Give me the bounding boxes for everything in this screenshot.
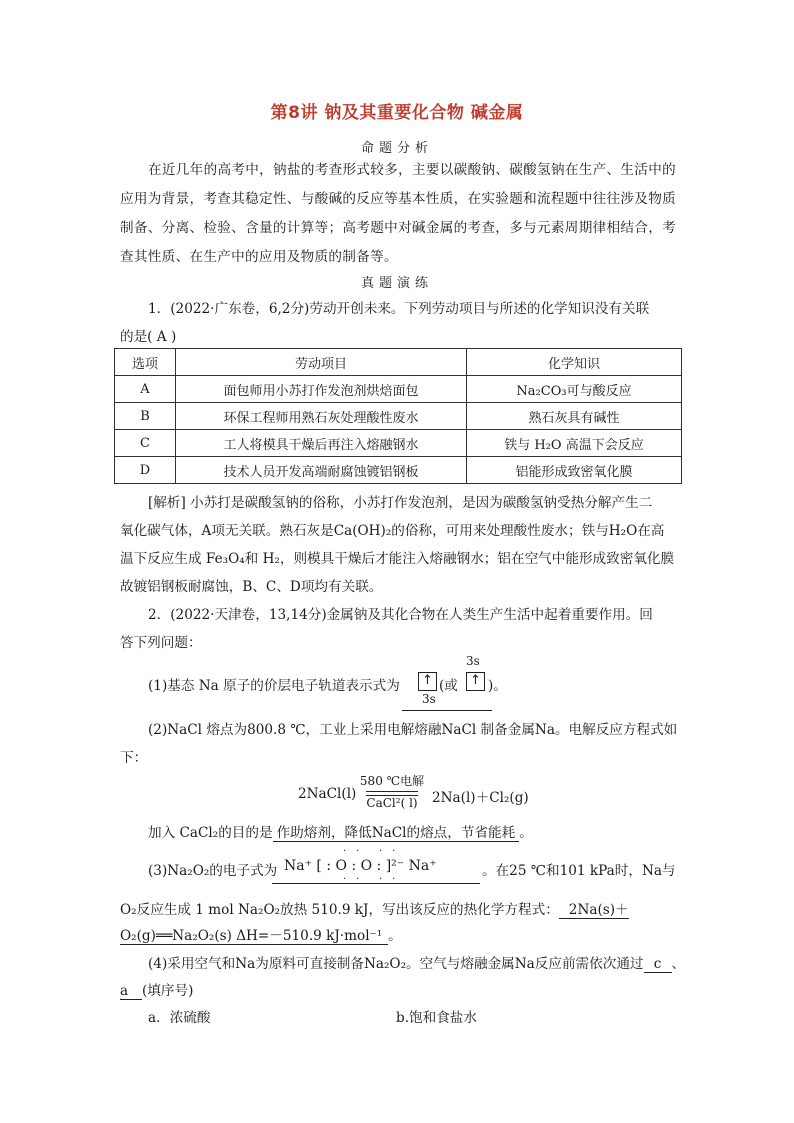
q1-line2: 的是( A )	[120, 329, 177, 345]
table-row	[115, 376, 682, 403]
q2-p3-line2-prefix: O₂反应生成 1 mol Na₂O₂放热 510.9 kJ，写出该反应的热化学方程式：	[120, 902, 559, 918]
table-cell: D	[115, 457, 176, 484]
q2-p3-line2-answer: 2Na(s)＋	[559, 898, 629, 919]
analysis-paragraph: 在近几年的高考中，钠盐的考查形式较多，主要以碳酸钠、碳酸氢钠在生产、生活中的应用为背景，考查其稳定性、与酸碱的反应等基本性质，在实验题和流程题中往往涉及物质制备、分离、检验、含量的计算等；高考题中对碱金属的考查，多与元素周期律相结合，考查其性质、在生产中的应用及物质的制备等。	[120, 162, 676, 265]
q1-explain-3: 温下反应生成 Fe₃O₄和 H₂，则模具干燥后才能注入熔融钢水；铝在空气中能形成致密氧化膜	[120, 551, 675, 567]
equation-left: 2NaCl(l)	[298, 786, 357, 802]
header-knowledge: 化学知识	[467, 349, 682, 376]
table-cell: 技术人员开发高端耐腐蚀镀铝钢板	[176, 457, 467, 484]
q1-explain-1: [解析] 小苏打是碳酸氢钠的俗称，小苏打作发泡剂，是因为碳酸氢钠受热分解产生二	[148, 495, 653, 511]
table-cell: Na₂CO₃可与酸反应	[467, 376, 682, 403]
q1-explain-4: 故镀铝钢板耐腐蚀，B、C、D项均有关联。	[120, 579, 383, 595]
q1-explain-2: 氧化碳气体，A项无关联。熟石灰是Ca(OH)₂的俗称，可用来处理酸性废水；铁与H₂O在高	[120, 523, 665, 539]
header-labor: 劳动项目	[176, 349, 467, 376]
option-a: a．浓硫酸	[148, 1010, 211, 1026]
equation-right: 2Na(l)＋Cl₂(g)	[432, 790, 529, 806]
table-header-row	[115, 349, 682, 376]
page-title: 第8讲 钠及其重要化合物 碱金属	[270, 103, 524, 123]
practice-heading: 真题演练	[360, 276, 433, 291]
q2-p3-suffix: 。在25 ℃和101 kPa时，Na与	[482, 863, 676, 879]
up-arrow-icon: ↑	[418, 672, 437, 691]
q2-p4-answer1: c	[644, 956, 672, 973]
purpose-answer: 作助熔剂，降低NaCl的熔点，节省能耗	[273, 821, 520, 842]
table-cell: 工人将模具干燥后再注入熔融钢水	[176, 430, 467, 457]
table-cell: 铝能形成致密氧化膜	[467, 457, 682, 484]
orbital-answer	[402, 654, 492, 710]
table-cell: A	[115, 376, 176, 403]
table-cell: 环保工程师用熟石灰处理酸性废水	[176, 403, 467, 430]
q2-p4-suffix: (填序号)	[142, 983, 194, 999]
q1-line1: 1．(2022·广东卷，6,2分)劳动开创未来。下列劳动项目与所述的化学知识没有关联	[148, 301, 650, 317]
q2-p1-close: )。	[488, 678, 507, 694]
q2-p4-answer2: a	[120, 983, 142, 1000]
table-cell: 熟石灰具有碱性	[467, 403, 682, 430]
q2-p3-prefix: (3)Na₂O₂的电子式为	[148, 863, 278, 879]
q1-table	[114, 348, 682, 484]
q2-p3-line3-end: 。	[388, 928, 402, 944]
q2-p4-prefix: (4)采用空气和Na为原料可直接制备Na₂O₂。空气与熔融金属Na反应前需依次通过	[148, 956, 644, 972]
answer-underline	[402, 710, 492, 711]
table-row	[115, 430, 682, 457]
q2-p2-line1: (2)NaCl 熔点为800.8 ℃，工业上采用电解熔融NaCl 制备金属Na。电解反应方程式如	[148, 722, 678, 738]
orbital-label: 3s	[422, 692, 436, 706]
header-option: 选项	[115, 349, 176, 376]
electron-formula-text: Na⁺ [ : O : O : ]²⁻ Na⁺	[284, 858, 437, 874]
table-row	[115, 457, 682, 484]
purpose-prefix: 加入 CaCl₂的目的是	[148, 825, 273, 841]
equation-condition-top: 580 ℃电解	[359, 774, 425, 788]
up-arrow-icon: ↑	[466, 672, 485, 691]
electron-formula: ·· ·· Na⁺ [ : O : O : ]²⁻ Na⁺ ·· ··	[272, 846, 480, 888]
q2-p1-text: (1)基态 Na 原子的价层电子轨道表示式为	[148, 678, 400, 694]
q2-p3-line3-answer: O₂(g)══Na₂O₂(s) ΔH=－510.9 kJ·mol⁻¹	[120, 924, 388, 945]
q2-p4-sep: 、	[671, 956, 686, 972]
equation-condition-bottom: CaCl²( l)	[366, 796, 418, 810]
table-cell: C	[115, 430, 176, 457]
table-cell: 铁与 H₂O 高温下会反应	[467, 430, 682, 457]
or-text: (或	[439, 678, 458, 694]
q2-line2: 答下列问题：	[120, 635, 202, 651]
answer-underline	[272, 883, 480, 884]
table-cell: B	[115, 403, 176, 430]
table-cell: 面包师用小苏打作发泡剂烘焙面包	[176, 376, 467, 403]
option-b: b.饱和食盐水	[396, 1010, 477, 1026]
orbital-label: 3s	[466, 654, 480, 668]
q2-line1: 2．(2022·天津卷，13,14分)金属钠及其化合物在人类生产生活中起着重要作用。回	[148, 607, 653, 623]
table-row	[115, 403, 682, 430]
analysis-heading: 命题分析	[360, 141, 433, 156]
q2-p2-line2: 下：	[120, 750, 148, 766]
purpose-end: 。	[519, 825, 533, 841]
